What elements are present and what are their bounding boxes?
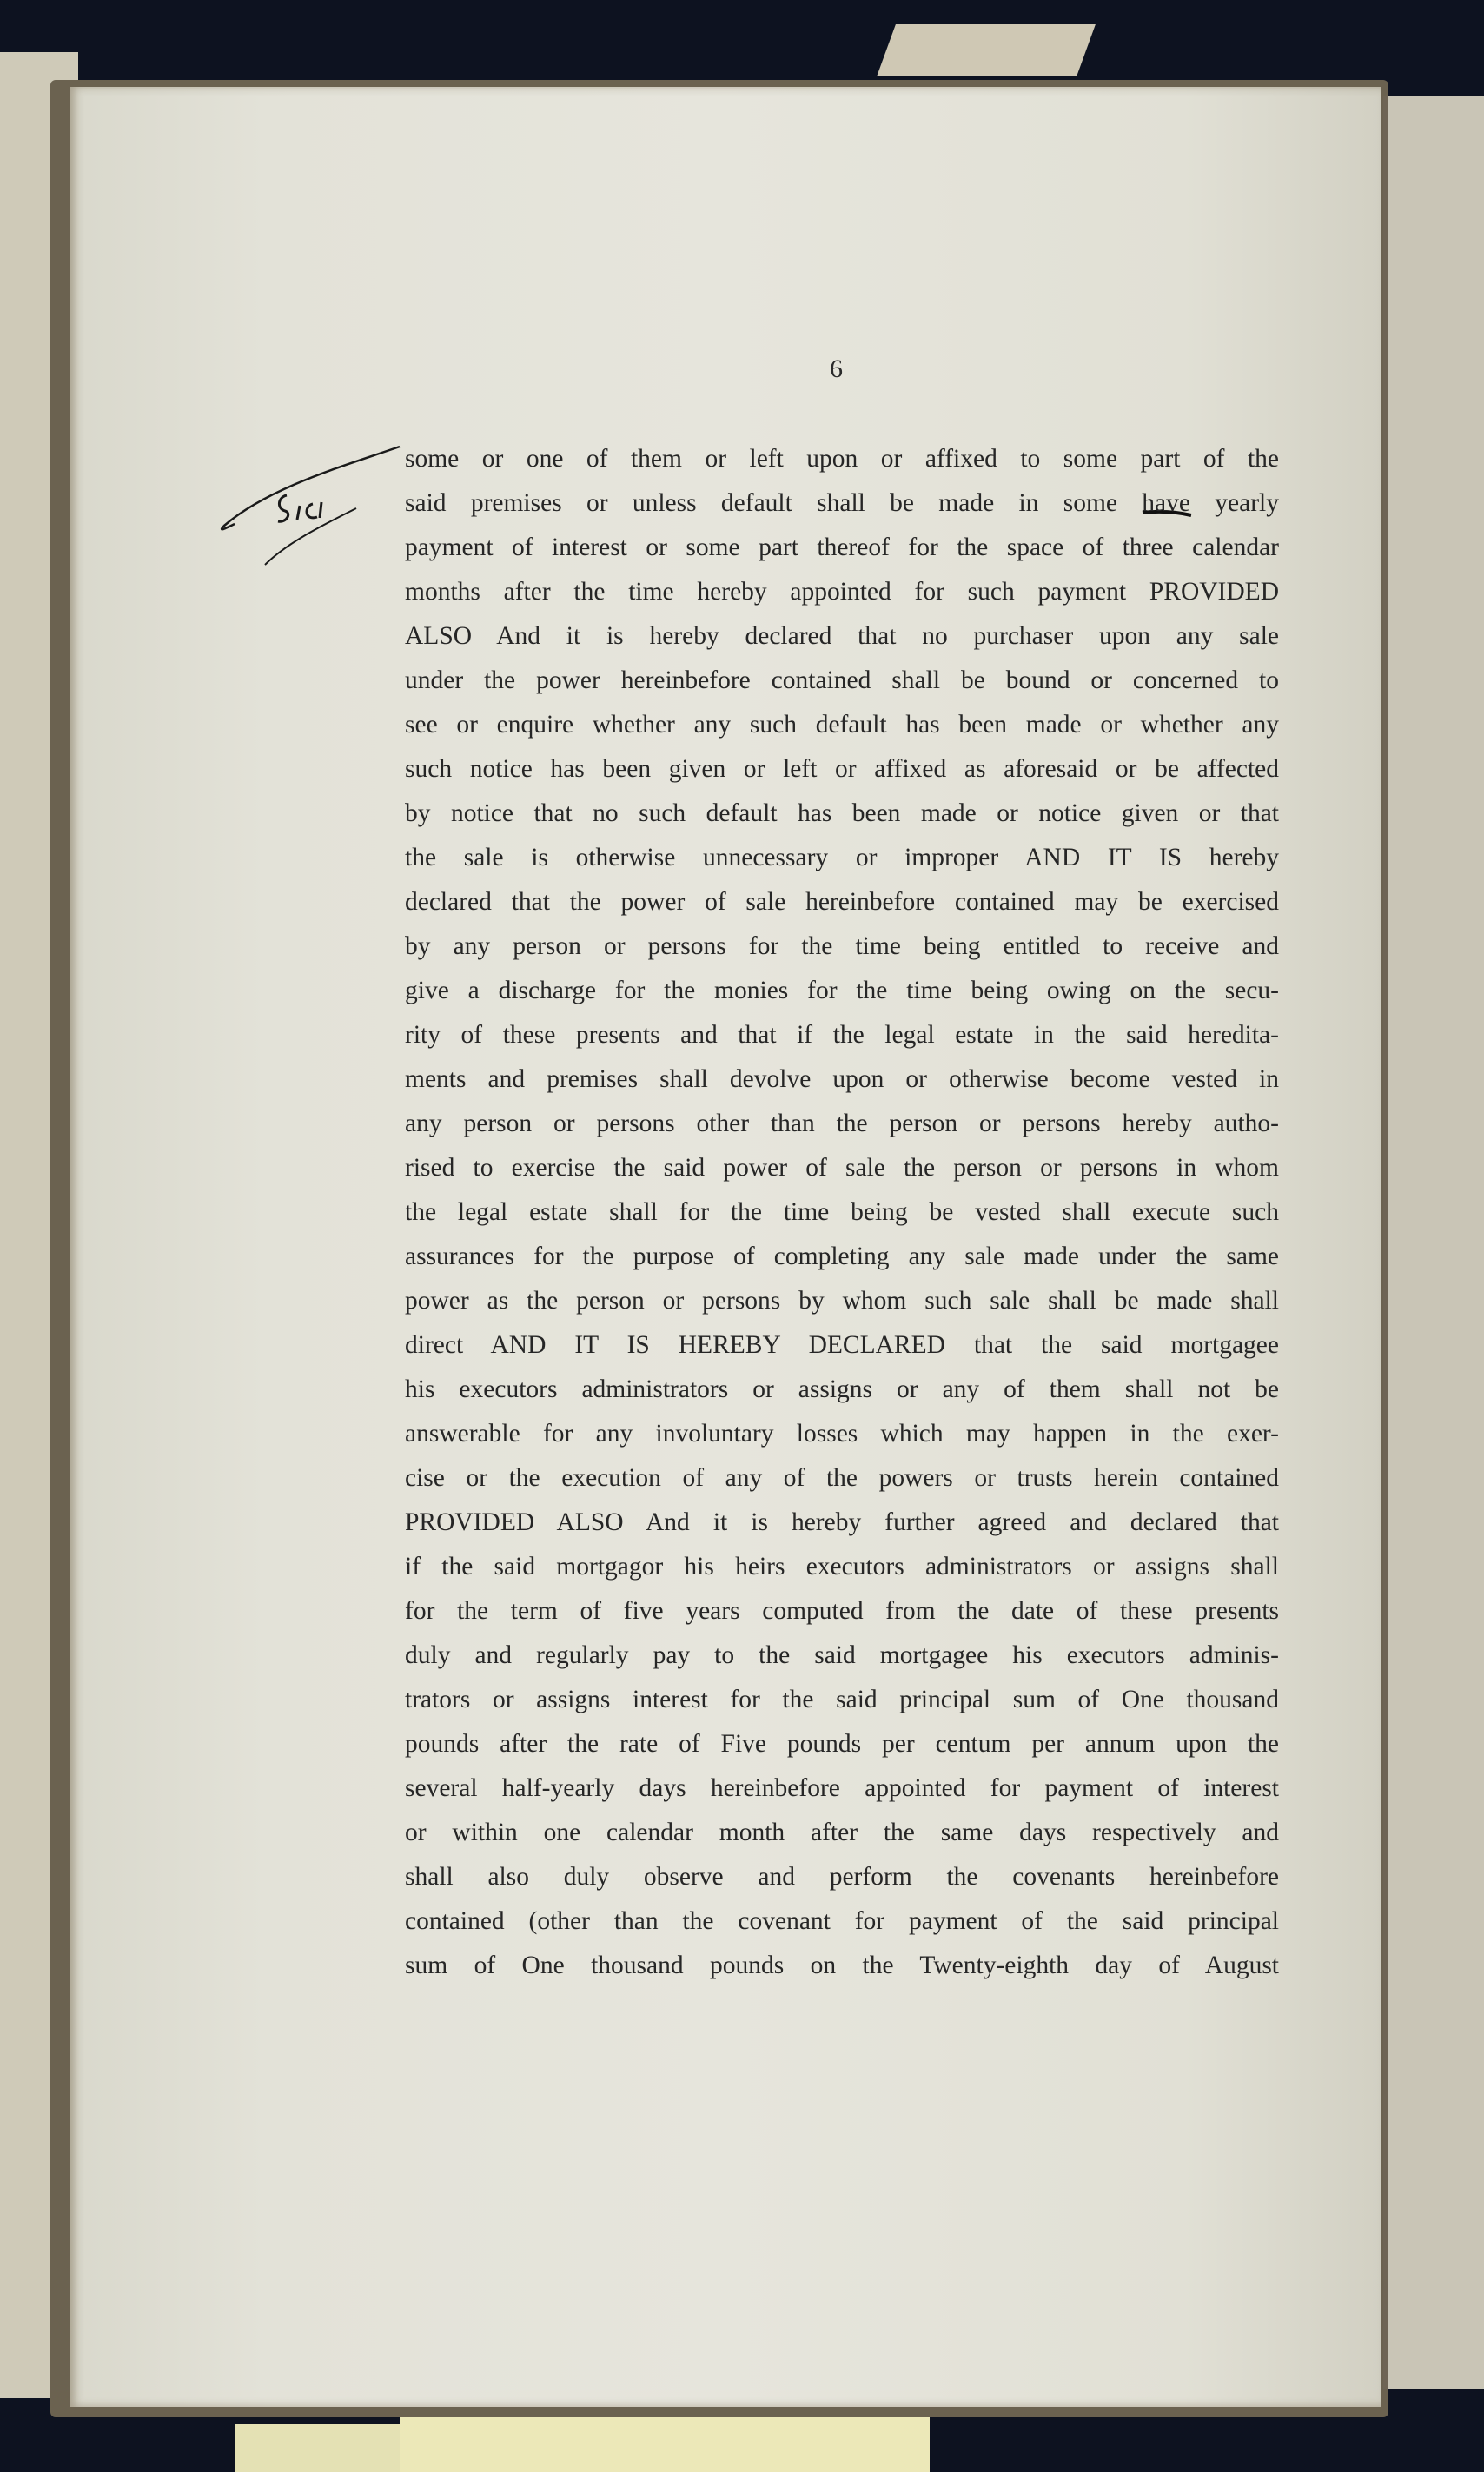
handwritten-margin-note-sic bbox=[217, 443, 408, 573]
text-line: if the said mortgagor his heirs executors administrators or assigns shall bbox=[405, 1553, 1279, 1581]
text-line: ALSO And it is hereby declared that no purchaser upon any sale bbox=[405, 622, 1279, 650]
text-line: contained (other than the covenant for payment of the said principal bbox=[405, 1907, 1279, 1935]
text-line: his executors administrators or assigns or any of them shall not be bbox=[405, 1375, 1279, 1403]
bottom-tab bbox=[400, 2417, 930, 2472]
text-line: direct AND IT IS HEREBY DECLARED that the said mortgagee bbox=[405, 1331, 1279, 1359]
text-line: ments and premises shall devolve upon or otherwise become vested in bbox=[405, 1065, 1279, 1093]
text-line: several half-yearly days hereinbefore appointed for payment of interest bbox=[405, 1774, 1279, 1802]
text-line: answerable for any involuntary losses which may happen in the exer- bbox=[405, 1420, 1279, 1448]
text-line: payment of interest or some part thereof for the space of three calendar bbox=[405, 534, 1279, 561]
text-line: under the power hereinbefore contained shall be bound or concerned to bbox=[405, 666, 1279, 694]
text-line: said premises or unless default shall be made in some have yearly bbox=[405, 489, 1279, 517]
text-line: months after the time hereby appointed for such payment PROVIDED bbox=[405, 578, 1279, 606]
text-line: by notice that no such default has been made or notice given or that bbox=[405, 799, 1279, 827]
text-line: cise or the execution of any of the powers or trusts herein contained bbox=[405, 1464, 1279, 1492]
text-line: shall also duly observe and perform the covenants hereinbefore bbox=[405, 1863, 1279, 1891]
text-line: pounds after the rate of Five pounds per centum per annum upon the bbox=[405, 1730, 1279, 1758]
text-line: by any person or persons for the time being entitled to receive and bbox=[405, 932, 1279, 960]
next-page-edge bbox=[1383, 96, 1484, 2389]
text-line: for the term of five years computed from the date of these presents bbox=[405, 1597, 1279, 1625]
page-number: 6 bbox=[830, 355, 843, 383]
text-line: power as the person or persons by whom such sale shall be made shall bbox=[405, 1287, 1279, 1315]
text-line: assurances for the purpose of completing any sale made under the same bbox=[405, 1243, 1279, 1270]
text-line: some or one of them or left upon or affixed to some part of the bbox=[405, 445, 1279, 473]
bottom-tab bbox=[235, 2424, 400, 2472]
text-line: PROVIDED ALSO And it is hereby further agreed and declared that bbox=[405, 1508, 1279, 1536]
text-line: such notice has been given or left or affixed as aforesaid or be affected bbox=[405, 755, 1279, 783]
text-line: see or enquire whether any such default has been made or whether any bbox=[405, 711, 1279, 739]
text-line: rised to exercise the said power of sale the person or persons in whom bbox=[405, 1154, 1279, 1182]
text-line: the legal estate shall for the time being be vested shall execute such bbox=[405, 1198, 1279, 1226]
text-line: sum of One thousand pounds on the Twenty-eighth day of August bbox=[405, 1952, 1279, 1979]
paper-flap bbox=[877, 24, 1096, 76]
text-line: duly and regularly pay to the said mortgagee his executors adminis- bbox=[405, 1641, 1279, 1669]
text-line: trators or assigns interest for the said principal sum of One thousand bbox=[405, 1686, 1279, 1713]
text-line: any person or persons other than the person or persons hereby autho- bbox=[405, 1110, 1279, 1137]
text-line: or within one calendar month after the same days respectively and bbox=[405, 1819, 1279, 1846]
document-body bbox=[405, 437, 1279, 1988]
text-line: declared that the power of sale hereinbefore contained may be exercised bbox=[405, 888, 1279, 916]
text-line: give a discharge for the monies for the time being owing on the secu- bbox=[405, 977, 1279, 1004]
text-line: rity of these presents and that if the legal estate in the said heredita- bbox=[405, 1021, 1279, 1049]
text-line: the sale is otherwise unnecessary or improper AND IT IS hereby bbox=[405, 844, 1279, 871]
